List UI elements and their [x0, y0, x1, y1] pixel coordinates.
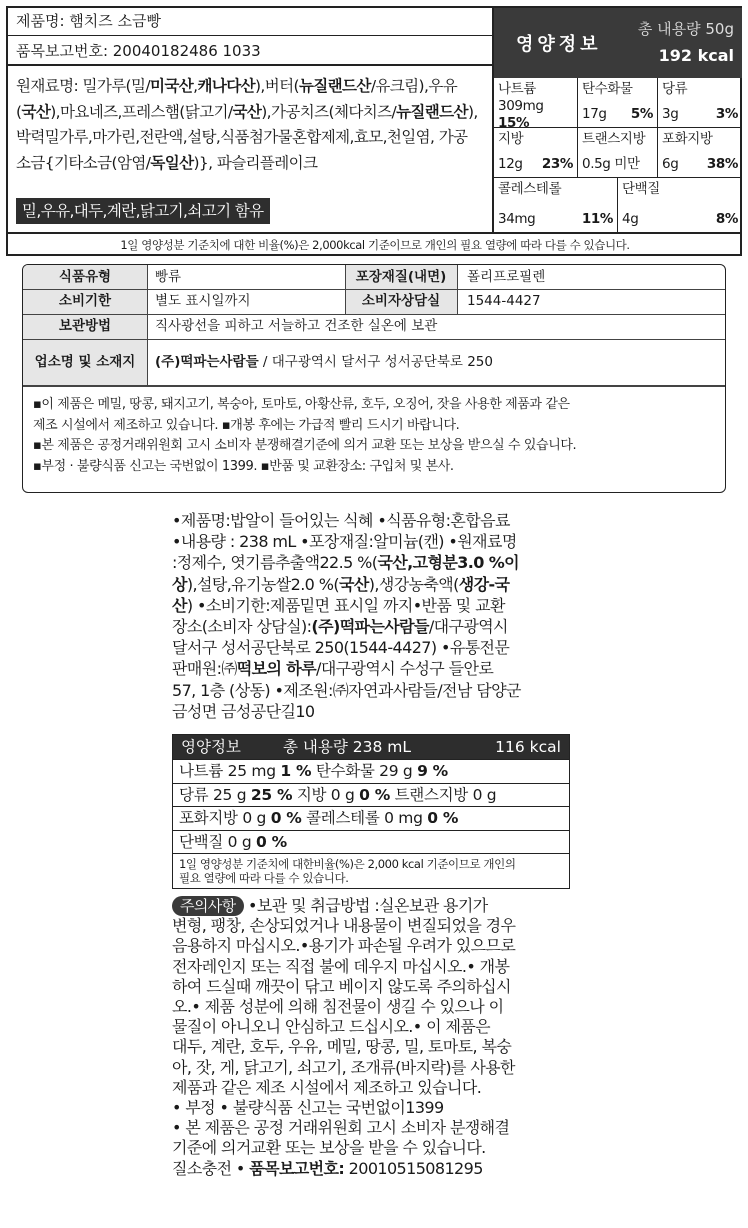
- text-segment: ),생강농축액(: [368, 574, 459, 594]
- text-segment: (주)떡파는사람들: [311, 617, 429, 637]
- text-segment: 0 %: [256, 832, 287, 851]
- nutrient-name: 콜레스테롤: [498, 181, 562, 197]
- nutrient-name: 지방: [498, 131, 524, 147]
- text-line: [172, 977, 572, 997]
- text-segment: 음용하지 마십시오.•용기가 파손될 우려가 있으므로: [172, 936, 516, 956]
- nutrient-cell: [494, 178, 618, 232]
- text-segment: 1 %: [280, 762, 312, 780]
- text-segment: 질소충전 •: [172, 1158, 250, 1178]
- nutrient-value: 12g: [498, 156, 523, 172]
- text-segment: 국산: [339, 574, 369, 594]
- note-line: ▪부정 · 불량식품 신고는 국번없이 1399. ▪반품 및 교환장소: 구입처 및 본사.: [33, 458, 454, 474]
- caution-badge: 주의사항: [172, 896, 244, 916]
- divider: [457, 265, 458, 314]
- text-line: [172, 1138, 572, 1158]
- text-segment: 지방 0 g: [292, 785, 360, 804]
- divider: [345, 265, 346, 314]
- nutrition-title: 영양정보: [516, 34, 602, 55]
- text-segment: 캐나다산: [197, 77, 255, 95]
- product-name: 제품명: 햄치즈 소금빵: [8, 8, 492, 36]
- text-segment: 금성면 금성공단길10: [172, 701, 315, 721]
- text-segment: ),설탕,유기농쌀2.0 %(: [186, 574, 339, 594]
- text-segment: 트랜스지방 0 g: [389, 785, 497, 804]
- text-segment: 국산: [21, 102, 51, 121]
- nutrition-header: [494, 8, 742, 78]
- nutrient-value: 6g: [662, 156, 679, 172]
- nutrition-title: 영양정보: [181, 738, 241, 756]
- text-segment: 대두, 계란, 호두, 우유, 메밀, 땅콩, 밀, 토마토, 복숭: [172, 1037, 512, 1057]
- footnote-line: 1일 영양성분 기준치에 대한비율(%)은 2,000 kcal 기준이므로 개인의: [179, 857, 516, 871]
- text-segment: 장소(소비자 상담실):: [172, 617, 312, 637]
- text-line: [172, 1017, 572, 1037]
- text-segment: 물질이 아니오니 안심하고 드십시오.• 이 제품은: [172, 1017, 491, 1037]
- text-segment: 20010515081295: [344, 1158, 483, 1178]
- note-line: ▪이 제품은 메밀, 땅콩, 돼지고기, 복숭아, 토마토, 아황산류, 호두, 오징어, 잣을 사용한 제품과 같은: [33, 397, 570, 412]
- nutrient-cell: [494, 128, 578, 178]
- nutrient-cell: [658, 128, 742, 178]
- nutrient-name: 당류: [662, 81, 688, 97]
- text-segment: /유크림),우유: [370, 77, 458, 95]
- text-line: [172, 531, 572, 552]
- ingredients-text: [16, 74, 488, 176]
- value-packaging: 폴리프로필렌: [467, 269, 546, 285]
- text-segment: 0 %: [359, 785, 390, 804]
- text-segment: 0 %: [270, 809, 302, 827]
- text-segment: • 본 제품은 공정 거래위원회 고시 소비자 분쟁해결: [172, 1118, 510, 1138]
- product-description: [172, 510, 572, 722]
- text-segment: 국산: [232, 102, 262, 121]
- text-segment: 원재료명: 밀가루(밀/: [16, 77, 151, 95]
- value-storage: 직사광선을 피하고 서늘하고 건조한 실온에 보관: [155, 318, 438, 334]
- text-segment: 25 %: [250, 785, 293, 804]
- text-segment: 뉴질랜드산: [298, 77, 371, 95]
- nutrient-name: 트랜스지방: [582, 131, 646, 147]
- nutrient-name: 탄수화물: [582, 81, 633, 97]
- text-line: [16, 74, 488, 100]
- text-line: [172, 936, 572, 956]
- text-line: [172, 957, 572, 977]
- caution-text: [172, 916, 572, 1179]
- text-segment: )}, 파슬리플레이크: [193, 153, 318, 172]
- text-line: [16, 100, 488, 126]
- nutrient-name: 나트륨: [498, 81, 536, 97]
- text-segment: :정제수, 엿기름추출액22.5 %(: [172, 553, 378, 573]
- nutrition-panel: [494, 8, 742, 232]
- divider: [23, 339, 726, 340]
- text-line: [172, 1159, 572, 1179]
- text-line: [172, 1037, 572, 1057]
- nutrient-percent: 15%: [498, 115, 530, 131]
- text-segment: ) •소비기한:제품밑면 표시일 까지•반품 및 교환: [186, 595, 505, 615]
- nutrient-value: 309mg: [498, 98, 544, 114]
- text-line: [172, 1078, 572, 1098]
- note-line: ▪본 제품은 공정거래위원회 고시 소비자 분쟁해결기준에 의거 교환 또는 보상을 받으실 수 있습니다.: [33, 438, 577, 453]
- divider: [23, 289, 726, 290]
- total-amount: 총 내용량 238 mL: [283, 738, 411, 756]
- nutrient-cell: [658, 78, 742, 128]
- header-storage: 보관방법: [23, 314, 147, 339]
- text-segment: 아, 잣, 게, 닭고기, 쇠고기, 조개류(바지락)를 사용한: [172, 1057, 515, 1077]
- value-food-type: 빵류: [155, 269, 182, 285]
- header-expiry: 소비기한: [23, 289, 147, 314]
- manufacturer-address: / 대구광역시 달서구 성서공단북로 250: [258, 354, 493, 370]
- text-line: [172, 510, 572, 531]
- nutrient-percent: 5%: [630, 106, 653, 122]
- text-segment: 변형, 팽창, 손상되었거나 내용물이 변질되었을 경우: [172, 916, 516, 936]
- calories: 116 kcal: [495, 738, 561, 756]
- text-segment: ,: [193, 77, 198, 95]
- text-segment: 품목보고번호:: [249, 1158, 345, 1178]
- text-segment: 하여 드실때 깨끗이 닦고 베이지 않도록 주의하십시: [172, 976, 511, 996]
- text-segment: •보관 및 취급방법 :실온보관 용기가: [243, 896, 488, 915]
- value-expiry: 별도 표시일까지: [155, 293, 251, 309]
- text-segment: • 부정 • 불량식품 신고는 국번없이1399: [172, 1098, 444, 1118]
- text-segment: 포화지방 0 g: [179, 809, 271, 827]
- text-segment: ),버터(: [254, 77, 299, 95]
- text-line: [172, 616, 572, 637]
- text-segment: 전자레인지 또는 직접 불에 데우지 마십시오.• 개봉: [172, 956, 510, 976]
- text-segment: 콜레스테롤 0 mg: [301, 809, 428, 827]
- text-segment: 오.• 제품 성분에 의해 침전물이 생길 수 있으나 이: [172, 997, 504, 1017]
- nutrient-value: 0.5g 미만: [582, 156, 640, 172]
- text-line: [172, 701, 572, 722]
- text-segment: 생강-국: [458, 574, 510, 594]
- nutrition-row: [173, 783, 569, 807]
- divider: [23, 314, 726, 315]
- text-line: [172, 574, 572, 595]
- text-segment: 달서구 성서공단북로 250(1544-4427) •유통전문: [172, 638, 510, 658]
- text-line: [172, 916, 572, 936]
- text-line: [172, 1098, 572, 1118]
- text-line: [172, 680, 572, 701]
- text-segment: ),마요네즈,프레스햄(닭고기/: [50, 102, 233, 121]
- daily-value-footnote: 1일 영양성분 기준치에 대한 비율(%)은 2,000kcal 기준이므로 개인의 필요 열량에 따라 다를 수 있습니다.: [8, 232, 742, 256]
- daily-value-footnote: [173, 853, 569, 888]
- text-segment: 기준에 의거교환 또는 보상을 받을 수 있습니다.: [172, 1138, 486, 1158]
- text-segment: 탄수화물 29 g: [311, 762, 418, 780]
- product-info-table: [22, 264, 726, 493]
- nutrition-box: [172, 734, 570, 889]
- text-segment: 독일산: [150, 153, 194, 172]
- text-segment: 박력밀가루,마가린,전란액,설탕,식품첨가물혼합제제,효모,천일염, 가공: [16, 128, 468, 146]
- text-segment: 뉴질랜드산: [396, 102, 468, 121]
- text-segment: /대구광역시 수성구 들안로: [316, 659, 494, 679]
- text-line: [172, 997, 572, 1017]
- allergen-badge: 밀,우유,대두,계란,닭고기,쇠고기 함유: [16, 198, 270, 224]
- nutrition-row: [173, 830, 569, 854]
- text-segment: (: [16, 102, 22, 121]
- text-segment: ),가공치즈(체다치즈/: [261, 102, 397, 121]
- nutrient-value: 3g: [662, 106, 679, 122]
- text-segment: 57, 1층 (상동) •제조원:㈜자연과사람들/전남 담양군: [172, 680, 521, 700]
- text-segment: 당류 25 g: [179, 785, 251, 804]
- text-segment: •내용량 : 238 mL •포장재질:알미늄(캔) •원재료명: [172, 532, 517, 552]
- text-line: [172, 595, 572, 616]
- text-line: [172, 552, 572, 573]
- divider: [23, 385, 726, 387]
- text-segment: ),: [467, 102, 478, 121]
- nutrient-value: 4g: [622, 211, 639, 227]
- nutrient-cell: [578, 128, 658, 178]
- value-manufacturer: [155, 339, 715, 385]
- text-segment: 미국산: [150, 77, 194, 95]
- nutrient-cell: [494, 78, 578, 131]
- total-amount: 총 내용량 50g: [637, 20, 734, 38]
- nutrient-cell: [618, 178, 742, 232]
- nutrient-percent: 8%: [715, 211, 738, 227]
- nutrient-percent: 11%: [581, 211, 613, 227]
- label1-info-panel: [8, 8, 494, 232]
- text-line: [16, 151, 488, 177]
- text-segment: 산: [172, 595, 187, 615]
- caution-section: [172, 896, 572, 1179]
- text-segment: 국산,고형분3.0 %이: [377, 553, 519, 573]
- caution-first-line: [172, 896, 572, 916]
- nutrient-cell: [578, 78, 658, 128]
- nutrient-name: 단백질: [622, 181, 660, 197]
- caution-notes: [33, 395, 717, 477]
- text-segment: /대구광역시: [428, 617, 508, 637]
- text-line: [172, 1118, 572, 1138]
- footnote-line: 필요 열량에 따라 다를 수 있습니다.: [179, 871, 349, 885]
- text-segment: 나트륨 25 mg: [179, 762, 281, 780]
- text-line: [172, 637, 572, 658]
- nutrient-value: 34mg: [498, 211, 536, 227]
- nutrition-row: [173, 759, 569, 783]
- manufacturer-name: (주)떡파는사람들: [155, 354, 259, 370]
- text-segment: 9 %: [417, 762, 448, 780]
- header-packaging: 포장재질(내면): [345, 265, 457, 289]
- text-line: [172, 1058, 572, 1078]
- text-segment: 소금{기타소금(암염/: [16, 153, 151, 172]
- header-consumer-center: 소비자상담실: [345, 289, 457, 314]
- nutrition-header: [173, 735, 569, 759]
- text-line: [172, 658, 572, 679]
- caution-text: [244, 896, 488, 915]
- report-number: 품목보고번호: 20040182486 1033: [8, 36, 492, 66]
- nutrient-percent: 38%: [706, 156, 738, 172]
- text-segment: 상: [172, 574, 187, 594]
- nutrient-percent: 3%: [715, 106, 738, 122]
- value-consumer-center: 1544-4427: [467, 293, 541, 309]
- divider: [147, 265, 148, 385]
- nutrient-value: 17g: [582, 106, 607, 122]
- text-line: [16, 125, 488, 151]
- text-segment: 0 %: [427, 809, 459, 827]
- product-label-sikhye: [172, 510, 572, 1222]
- nutrition-row: [173, 806, 569, 830]
- header-manufacturer: 업소명 및 소재지: [23, 339, 147, 385]
- calories: 192 kcal: [658, 46, 734, 65]
- nutrient-percent: 23%: [541, 156, 573, 172]
- text-segment: 떡보의 하루: [236, 659, 317, 679]
- text-segment: 판매원:㈜: [172, 659, 237, 679]
- text-segment: 단백질 0 g: [179, 832, 257, 851]
- text-segment: •제품명:밥알이 들어있는 식혜 •식품유형:혼합음료: [172, 511, 510, 530]
- note-line: 제조 시설에서 제조하고 있습니다. ▪개봉 후에는 가급적 빨리 드시기 바랍니다.: [33, 417, 460, 433]
- text-segment: 제품과 같은 제조 시설에서 제조하고 있습니다.: [172, 1077, 482, 1097]
- nutrient-name: 포화지방: [662, 131, 713, 147]
- product-label-ham-cheese: [6, 6, 742, 256]
- header-food-type: 식품유형: [23, 265, 147, 289]
